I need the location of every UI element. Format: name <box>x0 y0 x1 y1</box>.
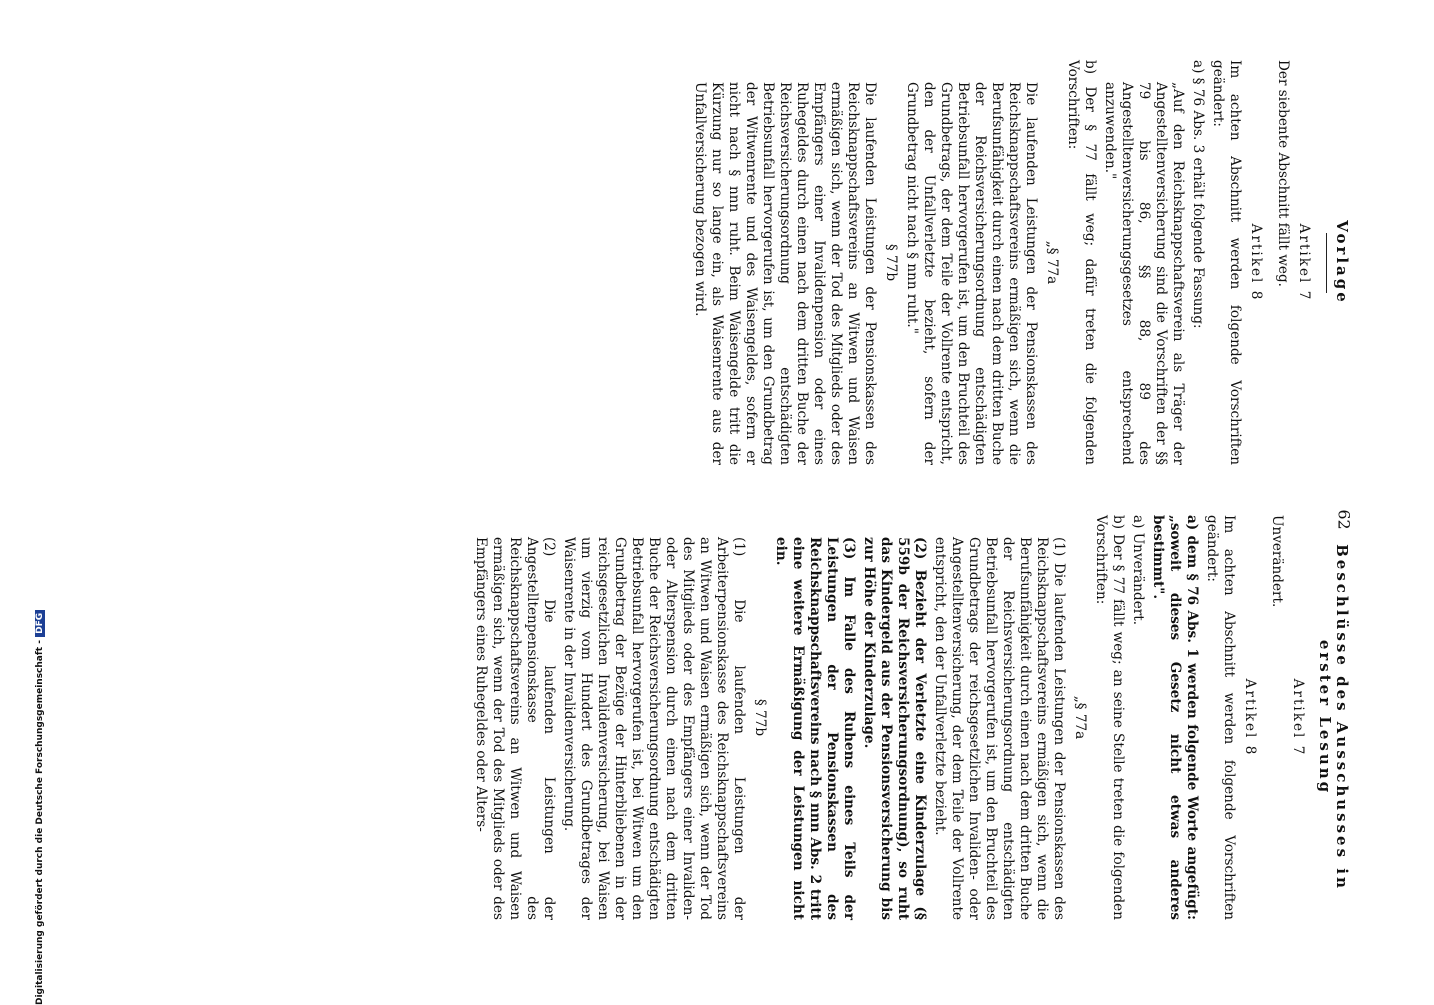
section-77a-title: „§ 77a <box>1044 240 1060 285</box>
section-77a-para-3: (3) Im Falle des Ruhens eines Teils der Leistungen der Pensionskassen des Reichsknappschaftsvereins nach § nnn Abs. 2 tritt eine weitere Ermäßigung der Leistungen nicht ein. <box>773 537 857 920</box>
section-77b-para-1: (1) Die laufenden Leistungen der Arbeiterpensionskasse des Reichsknappschaftsvereins an Witwen und Waisen ermäßigen sich, wenn der Tod des Mitglieds oder des Empfängers einer Invaliden- oder Alterspension durch einen nach dem dritten Buche der Reichsversicherungsordnung entschädigten Betriebsunfall hervorgerufen ist, bei Witwen um den Grundbetrag der Bezüge der Hinterbliebenen in der reichsgesetzlichen Invalidenversicherung, bei Waisen um vierzig vom Hundert des Grundbetrages der Waisenrente in der Invalidenversicherung. <box>561 537 747 920</box>
section-77a-para-2: (2) Bezieht der Verletzte eine Kinderzulage (§ 559b der Reichsversicherungsordnung), so ruht das Kindergeld aus der Pensionsversicherung bis zur Höhe der Kinderzulage. <box>861 537 928 920</box>
artikel-7-title: Artikel 7 <box>1296 223 1312 302</box>
section-77b-title: § 77b <box>752 698 768 737</box>
section-77a-text: Die laufenden Leistungen der Pensionskassen des Reichsknappschaftsvereins ermäßigen sich, wenn die Berufsunfähigkeit durch einen nach dem dritten Buche der Reichsversicherungsordnung entschädigten Betriebsunfall hervorgerufen ist, um den Bruchteil des Grundbetrags, der dem Teile der Vollrente entspricht, den der Unfallverletzte bezieht, sofern der Grundbetrag nicht nach § nnn ruht." <box>904 82 1039 465</box>
rotated-page-content <box>200 60 1350 920</box>
column-heading-vorlage: Vorlage <box>1333 220 1351 305</box>
dfg-logo: DFG <box>35 610 45 637</box>
section-77b-para-2: (2) Die laufenden Leistungen der Angestelltenpensionskasse des Reichsknappschaftsvereins an Witwen und Waisen ermäßigen sich, wenn der Tod des Mitglieds oder des Empfängers eines Ruhegeldes oder Alters- <box>473 537 557 920</box>
item-a-quote: „Auf den Reichsknappschaftsverein als Träger der Angestelltenversicherung sind die Vorschriften der §§ 79 bis 86, §§ 88, 89 des Angestelltenversicherungsgesetzes entsprechend anzuwenden." <box>1102 82 1186 465</box>
item-a0: a) dem § 76 Abs. 1 werden folgende Worte angefügt: „soweit dieses Gesetz nicht etwas anderes bestimmt". <box>1150 515 1200 920</box>
artikel-8-title: Artikel 8 <box>1248 223 1264 302</box>
artikel-7-text: Unverändert. <box>1269 515 1285 608</box>
artikel-8-title: Artikel 8 <box>1242 678 1258 757</box>
divider <box>1326 233 1327 293</box>
footer-text: Digitalisierung gefördert durch die Deutsche Forschungsgemeinschaft - <box>35 640 45 1005</box>
artikel-7-title: Artikel 7 <box>1290 678 1306 757</box>
column-beschluesse <box>469 515 1350 920</box>
item-b: b) Der § 77 fällt weg; dafür treten die folgenden Vorschriften: <box>1065 60 1098 465</box>
artikel-8-intro: Im achten Abschnitt werden folgende Vorschriften geändert: <box>1204 515 1237 920</box>
page-number: 62 <box>1334 509 1354 530</box>
column-heading-beschluesse: Beschlüsse des Ausschusses in erster Lesung <box>1316 544 1351 891</box>
item-b: b) Der § 77 fällt weg; an seine Stelle treten die folgenden Vorschriften: <box>1093 515 1126 920</box>
section-77a-title: „§ 77a <box>1072 695 1088 740</box>
item-a: a) Unverändert. <box>1130 515 1146 626</box>
digitization-footer <box>35 525 45 1005</box>
section-77b-title: § 77b <box>883 243 899 282</box>
artikel-7-text: Der siebente Abschnitt fällt weg. <box>1275 60 1291 287</box>
artikel-8-intro: Im achten Abschnitt werden folgende Vorschriften geändert: <box>1210 60 1243 465</box>
column-vorlage <box>688 60 1350 465</box>
section-77b-text: Die laufenden Leistungen der Pensionskassen des Reichsknappschaftsvereins an Witwen und Waisen ermäßigen sich, wenn der Tod des Mitglieds oder des Empfängers einer Invalidenpension oder eines Ruhegeldes durch einen nach dem dritten Buche der Reichsversicherungsordnung entschädigten Betriebsunfall hervorgerufen ist, um den Grundbetrag der Witwenrente und des Waisengeldes, sofern er nicht nach § nnn ruht. Beim Waisengelde tritt die Kürzung nur so lange ein, als Waisenrente aus der Unfallversicherung bezogen wird. <box>692 82 878 465</box>
section-77a-para-1: (1) Die laufenden Leistungen der Pensionskassen des Reichsknappschaftsvereins ermäßigen sich, wenn die Berufsunfähigkeit durch einen nach dem dritten Buche der Reichsversicherungsordnung entschädigten Betriebsunfall hervorgerufen ist, um den Bruchteil des Grundbetrags der reichsgesetzlichen Invaliden- oder Angestelltenversicherung, der dem Teile der Vollrente entspricht, den der Unfallverletzte bezieht. <box>932 537 1067 920</box>
item-a: a) § 76 Abs. 3 erhält folgende Fassung: <box>1190 60 1206 329</box>
